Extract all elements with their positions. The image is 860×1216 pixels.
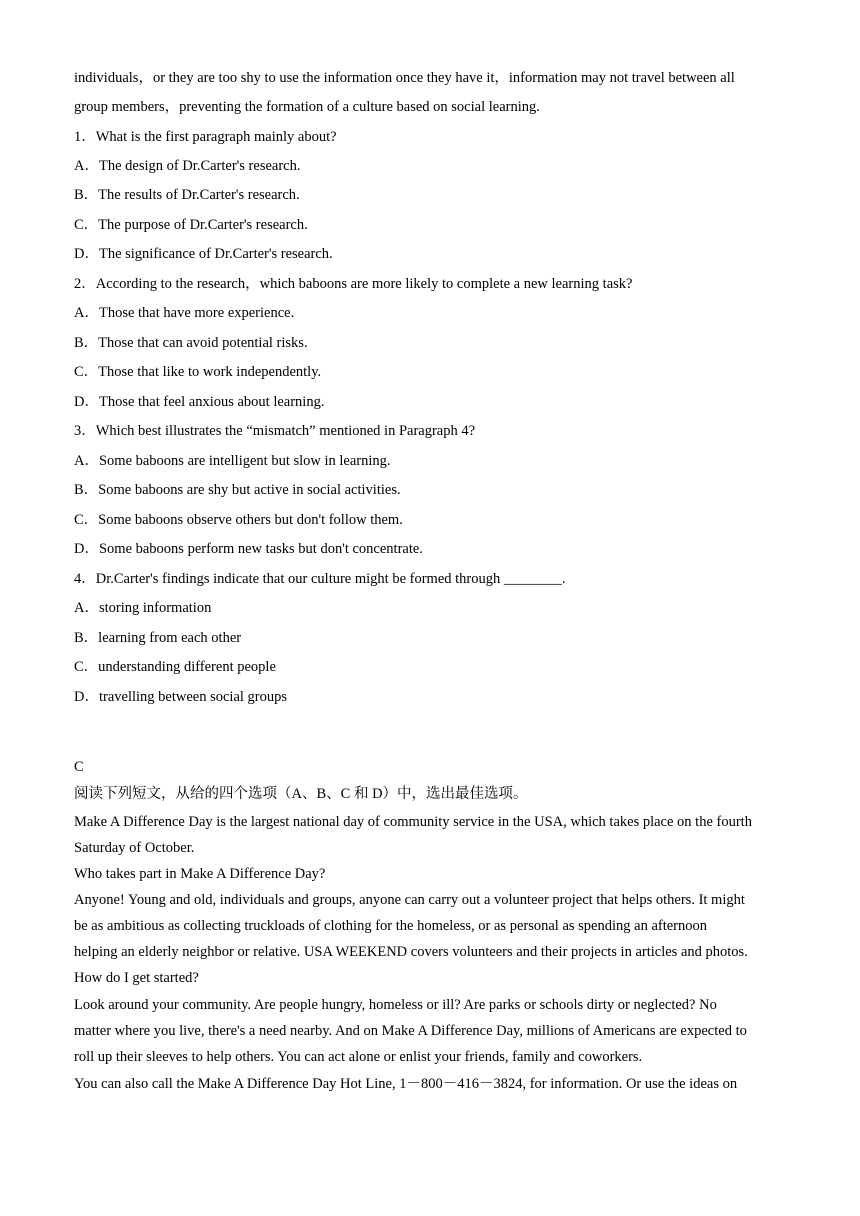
answer-option[interactable]: C．Those that like to work independently.	[74, 364, 322, 380]
answer-option[interactable]: B．learning from each other	[74, 630, 242, 646]
answer-option[interactable]: D．Some baboons perform new tasks but don't concentrate.	[74, 541, 423, 557]
section-letter: C	[74, 759, 84, 775]
question-stem: 4．Dr.Carter's findings indicate that our culture might be formed through ________.	[74, 571, 566, 587]
answer-option[interactable]: D．Those that feel anxious about learning.	[74, 394, 325, 410]
answer-option[interactable]: D．The significance of Dr.Carter's research.	[74, 246, 333, 262]
passage-line: Look around your community. Are people hungry, homeless or ill? Are parks or schools dirty or neglected? No	[74, 997, 717, 1013]
answer-option[interactable]: A．Those that have more experience.	[74, 305, 295, 321]
answer-option[interactable]: C．Some baboons observe others but don't follow them.	[74, 512, 403, 528]
question-stem: 1．What is the first paragraph mainly about?	[74, 129, 337, 145]
passage-line: Anyone! Young and old, individuals and groups, anyone can carry out a volunteer project that helps others. It might	[74, 892, 745, 908]
answer-option[interactable]: B．The results of Dr.Carter's research.	[74, 187, 300, 203]
question-stem: 3．Which best illustrates the “mismatch” mentioned in Paragraph 4?	[74, 423, 476, 439]
passage-line: roll up their sleeves to help others. You can act alone or enlist your friends, family and coworkers.	[74, 1049, 643, 1065]
answer-option[interactable]: A．Some baboons are intelligent but slow in learning.	[74, 453, 391, 469]
answer-option[interactable]: B．Those that can avoid potential risks.	[74, 335, 308, 351]
passage-line: You can also call the Make A Difference Day Hot Line, 1－800－416－3824, for information. Or use the ideas on	[74, 1076, 738, 1092]
answer-option[interactable]: A．storing information	[74, 600, 212, 616]
answer-option[interactable]: B．Some baboons are shy but active in social activities.	[74, 482, 401, 498]
passage-line: group members，preventing the formation of a culture based on social learning.	[74, 99, 540, 115]
passage-subheading: How do I get started?	[74, 970, 199, 986]
passage-line: Make A Difference Day is the largest national day of community service in the USA, which takes place on the fourth	[74, 814, 752, 830]
passage-line: helping an elderly neighbor or relative. USA WEEKEND covers volunteers and their projects in articles and photos.	[74, 944, 748, 960]
passage-line: individuals，or they are too shy to use the information once they have it，information may not travel between all	[74, 70, 735, 86]
passage-subheading: Who takes part in Make A Difference Day?	[74, 866, 326, 882]
question-stem: 2．According to the research，which baboons are more likely to complete a new learning task?	[74, 276, 633, 292]
passage-line: matter where you live, there's a need nearby. And on Make A Difference Day, millions of Americans are expected to	[74, 1023, 747, 1039]
section-instruction: 阅读下列短文，从给的四个选项（A、B、C 和 D）中，选出最佳选项。	[74, 786, 528, 802]
answer-option[interactable]: A．The design of Dr.Carter's research.	[74, 158, 301, 174]
answer-option[interactable]: C．understanding different people	[74, 659, 276, 675]
passage-line: be as ambitious as collecting truckloads of clothing for the homeless, or as personal as spending an afternoon	[74, 918, 708, 934]
answer-option[interactable]: C．The purpose of Dr.Carter's research.	[74, 217, 308, 233]
answer-option[interactable]: D．travelling between social groups	[74, 689, 288, 705]
passage-line: Saturday of October.	[74, 840, 195, 856]
